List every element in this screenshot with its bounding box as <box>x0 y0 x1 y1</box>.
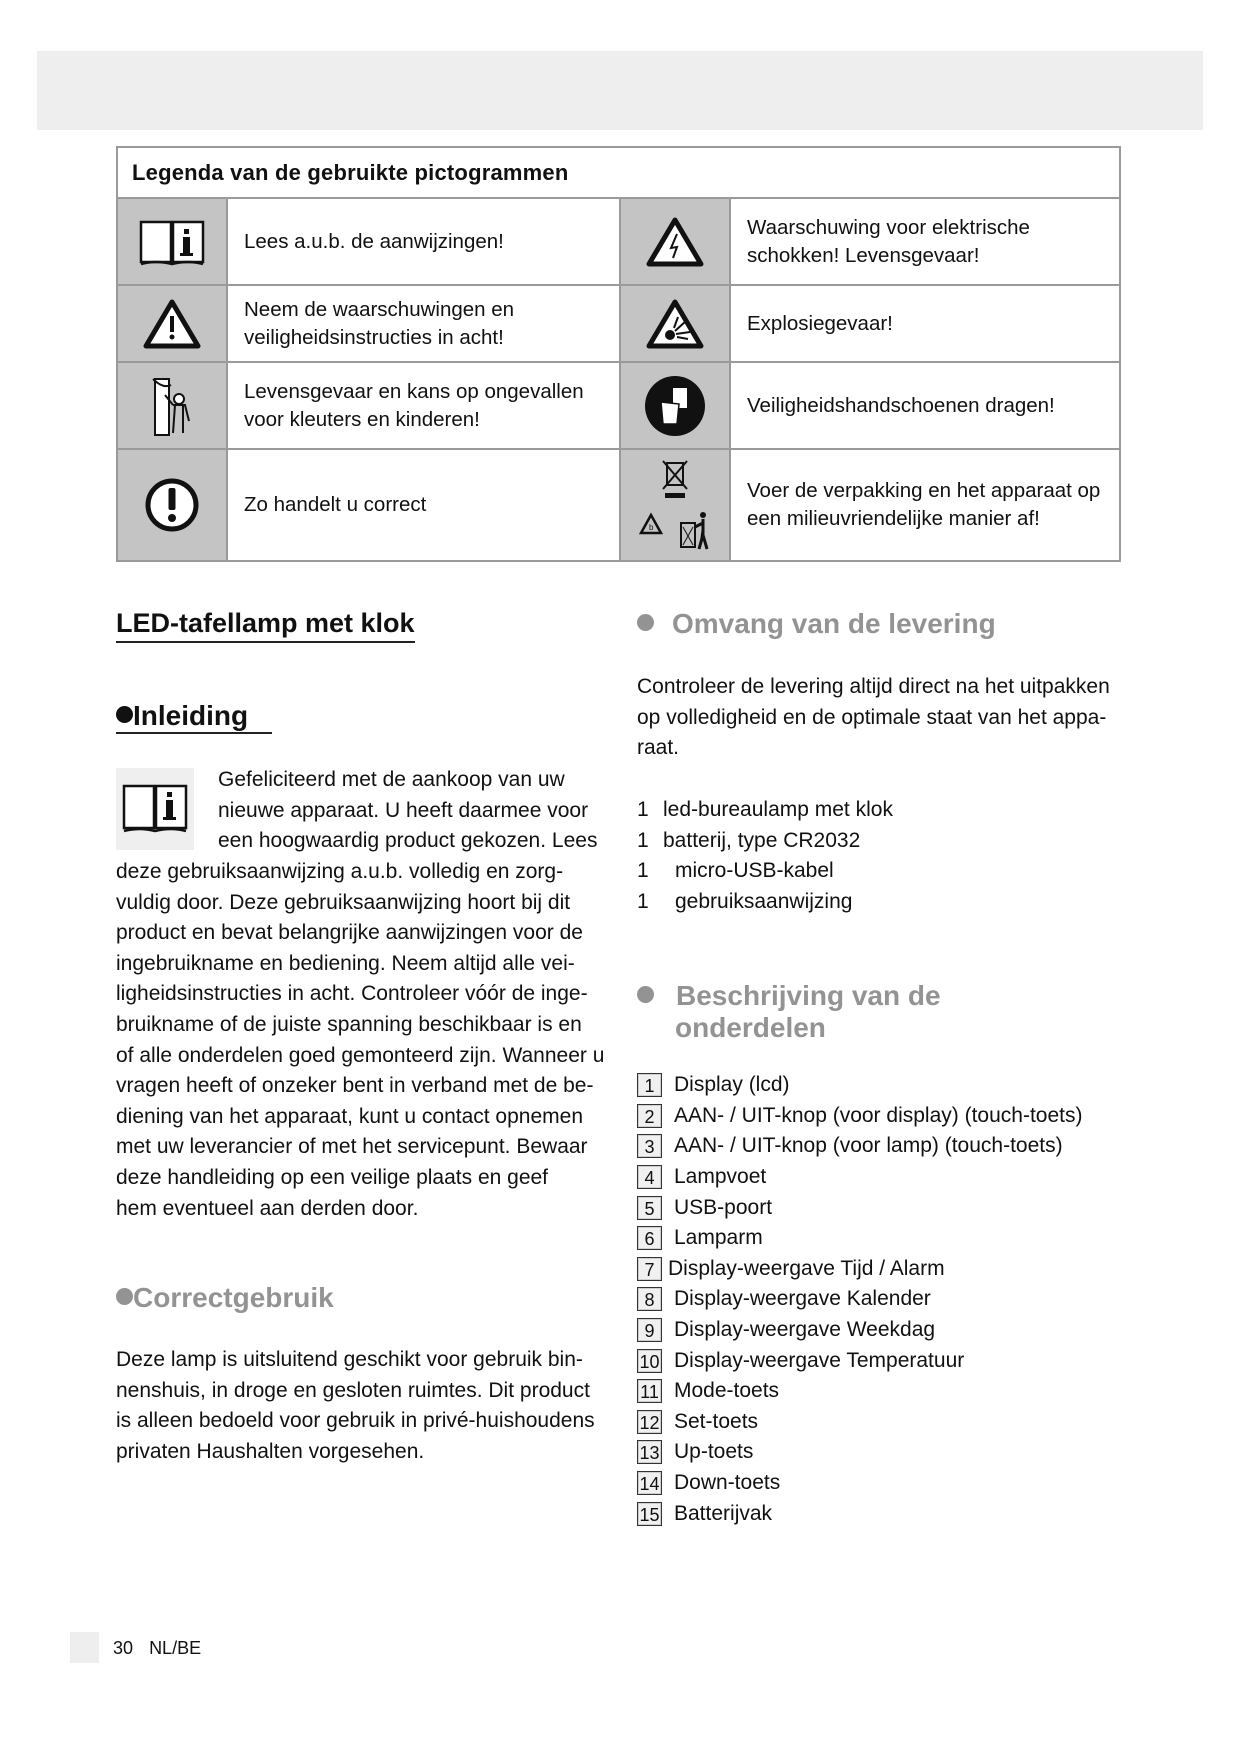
parts-list <box>637 1070 1082 1529</box>
introduction-paragraph: deze gebruiksaanwijzing a.u.b. volledig en zorg- vuldig door. Deze gebruiksaanwijzing hoort bij dit product en bevat belangrijke aanwijzingen voor de ingebruikname en bediening. Neem altijd alle vei- ligheidsinstructies in acht. Controleer vóór de inge- bruikname of de juiste spanning beschikbaar is en of alle onderdelen goed gemonteerd zijn. Wanneer u vragen heeft of onzeker bent in verband met de be- diening van het apparaat, kunt u contact opnemen met uw leverancier of met het servicepunt. Bewaar deze handleiding op een veilige plaats en geef hem eventueel aan derden door. <box>116 860 605 1220</box>
page-header-band <box>37 51 1203 130</box>
part-number-badge: 12 <box>637 1410 662 1434</box>
list-item: 6 Lamparm <box>637 1223 1082 1254</box>
delivery-list <box>637 795 893 917</box>
part-number-badge: 3 <box>637 1134 662 1158</box>
part-number-badge: 8 <box>637 1287 662 1311</box>
part-number-badge: 5 <box>637 1196 662 1220</box>
section-heading-intended-use: Correctgebruik <box>116 1282 334 1314</box>
pictogram-legend-table <box>116 146 1121 562</box>
bullet-dot-icon <box>637 614 654 631</box>
recycling-disposal-icon <box>621 450 731 560</box>
list-item: 3 AAN- / UIT-knop (voor lamp) (touch-toets) <box>637 1131 1082 1162</box>
list-item: 10 Display-weergave Temperatuur <box>637 1345 1082 1376</box>
part-number-badge: 6 <box>637 1226 662 1250</box>
page-footer <box>113 1638 201 1659</box>
part-number-badge: 9 <box>637 1318 662 1342</box>
list-item: 8 Display-weergave Kalender <box>637 1284 1082 1315</box>
list-item: 14 Down-toets <box>637 1468 1082 1499</box>
list-item: 7 Display-weergave Tijd / Alarm <box>637 1254 1082 1285</box>
locale-label: NL/BE <box>149 1638 202 1658</box>
exclamation-circle-icon <box>118 450 228 560</box>
section-heading-parts: Beschrijving van de onderdelen <box>637 980 941 1044</box>
list-item: 1 gebruiksaanwijzing <box>637 889 853 913</box>
part-number-badge: 11 <box>637 1379 662 1403</box>
part-number-badge: 7 <box>637 1257 662 1281</box>
introduction-paragraph-head: Gefeliciteerd met de aankoop van uw nieuwe apparaat. U heeft daarmee voor een hoogwaardig product gekozen. Lees <box>218 768 598 853</box>
list-item: 4 Lampvoet <box>637 1162 1082 1193</box>
page-marker-box <box>70 1632 99 1663</box>
list-item: 2 AAN- / UIT-knop (voor display) (touch-toets) <box>637 1101 1082 1132</box>
list-item: 1 micro-USB-kabel <box>637 859 834 883</box>
list-item: 1 batterij, type CR2032 <box>637 828 861 852</box>
explosion-hazard-icon <box>621 286 731 363</box>
part-number-badge: 1 <box>637 1073 662 1097</box>
warning-triangle-icon <box>118 286 228 363</box>
list-item: 11 Mode-toets <box>637 1376 1082 1407</box>
svg-text:b: b <box>649 523 654 532</box>
document-title: LED-tafellamp met klok <box>116 608 415 643</box>
list-item: 1 Display (lcd) <box>637 1070 1082 1101</box>
list-item: 13 Up-toets <box>637 1437 1082 1468</box>
legend-text: Waarschuwing voor elektrische schokken! Levensgevaar! <box>731 199 1119 286</box>
list-item: 9 Display-weergave Weekdag <box>637 1315 1082 1346</box>
legend-text: Explosiegevaar! <box>731 286 1119 363</box>
legend-text: Lees a.u.b. de aanwijzingen! <box>228 199 621 286</box>
delivery-paragraph: Controleer de levering altijd direct na het uitpakken op volledigheid en de optimale staat van het appa- raat. <box>637 675 1110 760</box>
legend-title: Legenda van de gebruikte pictogrammen <box>118 148 1119 199</box>
list-item: 1 led-bureaulamp met klok <box>637 798 893 821</box>
section-heading-introduction: Inleiding <box>116 700 272 734</box>
list-item: 15 Batterijvak <box>637 1498 1082 1529</box>
legend-text: Zo handelt u correct <box>228 450 621 560</box>
part-number-badge: 14 <box>637 1471 662 1495</box>
legend-text: Voer de verpakking en het apparaat op een milieuvriendelijke manier af! <box>747 479 1101 530</box>
read-instructions-icon <box>116 768 194 850</box>
legend-text: Veiligheidshandschoenen dragen! <box>731 363 1119 450</box>
safety-gloves-icon <box>621 363 731 450</box>
legend-text: Neem de waarschuwingen en veiligheidsinstructies in acht! <box>228 286 621 363</box>
list-item: 5 USB-poort <box>637 1192 1082 1223</box>
bullet-dot-icon <box>116 706 133 723</box>
part-number-badge: 10 <box>637 1349 662 1373</box>
part-number-badge: 2 <box>637 1104 662 1128</box>
bullet-dot-icon <box>116 1288 133 1305</box>
read-instructions-icon <box>118 199 228 286</box>
part-number-badge: 15 <box>637 1502 662 1526</box>
electric-shock-warning-icon <box>621 199 731 286</box>
part-number-badge: 13 <box>637 1440 662 1464</box>
bullet-dot-icon <box>637 986 654 1003</box>
legend-text: Levensgevaar en kans op ongevallen voor kleuters en kinderen! <box>228 363 621 450</box>
child-danger-icon <box>118 363 228 450</box>
page-number: 30 <box>113 1638 134 1658</box>
list-item: 12 Set-toets <box>637 1407 1082 1438</box>
section-heading-delivery: Omvang van de levering <box>637 608 996 640</box>
intended-use-paragraph: Deze lamp is uitsluitend geschikt voor gebruik bin- nenshuis, in droge en gesloten ruimtes. Dit product is alleen bedoeld voor gebruik in privé-huishoudens privaten Haushalten vorgesehen. <box>116 1348 595 1463</box>
part-number-badge: 4 <box>637 1165 662 1189</box>
